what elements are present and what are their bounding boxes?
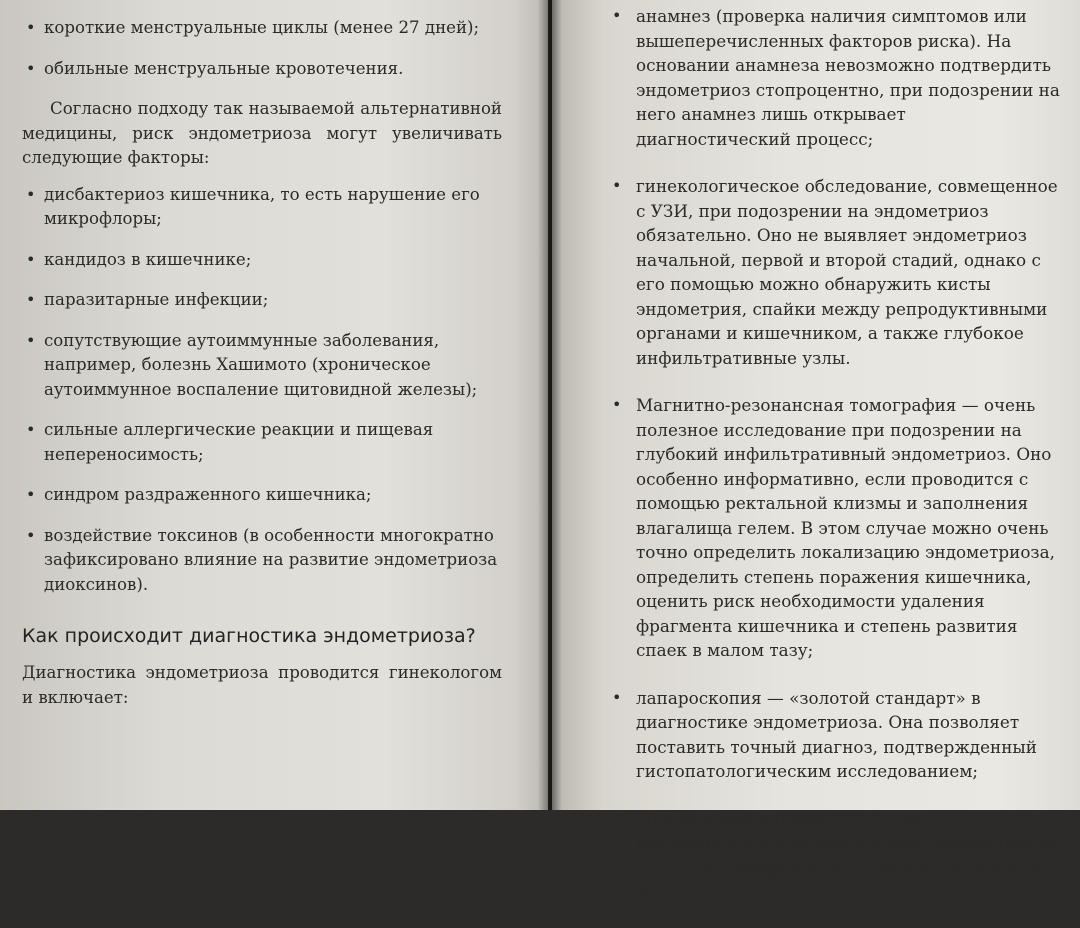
list-item: • лапароскопия — «золотой стандарт» в диагностике эндометриоза. Она позволяет поставить точный диагноз, подтвержденный гистопатологическим исследованием; — [610, 686, 1060, 784]
right-page — [552, 0, 1080, 902]
list-item: • Магнитно-резонансная томография — очень полезное исследование при подозрении на глубокий инфильтративный эндометриоз. Оно особенно информативно, если проводится с помощью ректальной клизмы и заполнения влагалища гелем. В этом случае можно очень точно определить локализацию эндометриоза, определить степень поражения кишечника, оценить риск необходимости удаления фрагмента кишечника и степень развития спаек в малом тазу; — [610, 393, 1060, 663]
list-item: • сопутствующие аутоиммунные заболевания, например, болезнь Хашимото (хроническое аутоиммунное воспаление щитовидной железы); — [22, 329, 502, 403]
list-item: • обильные менструальные кровотечения. — [22, 57, 502, 82]
list-item: • паразитарные инфекции; — [22, 288, 502, 313]
list-item: • сильные аллергические реакции и пищевая непереносимость; — [22, 418, 502, 467]
risk-factors-list — [22, 183, 502, 598]
section-heading: Как происходит диагностика эндометриоза? — [22, 625, 476, 647]
diagnostic-list — [610, 4, 1060, 905]
list-item: • дисбактериоз кишечника, то есть нарушение его микрофлоры; — [22, 183, 502, 232]
list-item: • гинекологическое обследование, совмещенное с УЗИ, при подозрении на эндометриоз обязательно. Оно не выявляет эндометриоз начальной, первой и второй стадий, однако с его помощью можно обнаружить кисты эндометрия, спайки между репродуктивными органами и кишечником, а также глубокое инфильтративные узлы. — [610, 174, 1060, 370]
top-list — [22, 16, 502, 81]
left-page — [0, 0, 548, 810]
list-item: • кандидоз в кишечнике; — [22, 248, 502, 273]
book-gutter — [538, 0, 562, 810]
list-item: • короткие менструальные циклы (менее 27 дней); — [22, 16, 502, 41]
list-item: • синдром раздраженного кишечника; — [22, 483, 502, 508]
left-page-content — [22, 16, 502, 712]
diagnostic-intro: Диагностика эндометриоза проводится гинекологом и включает: — [22, 663, 502, 707]
right-page-content — [610, 0, 1060, 928]
list-item: • воздействие токсинов (в особенности многократно зафиксировано влияние на развитие эндометриоза диоксинов). — [22, 524, 502, 598]
list-item: • анамнез (проверка наличия симптомов или вышеперечисленных факторов риска). На основании анамнеза невозможно подтвердить эндометриоз стопроцентно, при подозрении на него анамнез лишь открывает диагностический процесс; — [610, 4, 1060, 151]
intro-paragraph: Согласно подходу так называемой альтернативной медицины, риск эндометриоза могут увеличивать следующие факторы: — [22, 99, 502, 167]
list-item: • определение маркера CA125 не рекомендуется для диагностики эндометриоза — это неспецифический и нечувствительный тест. — [610, 807, 1060, 905]
